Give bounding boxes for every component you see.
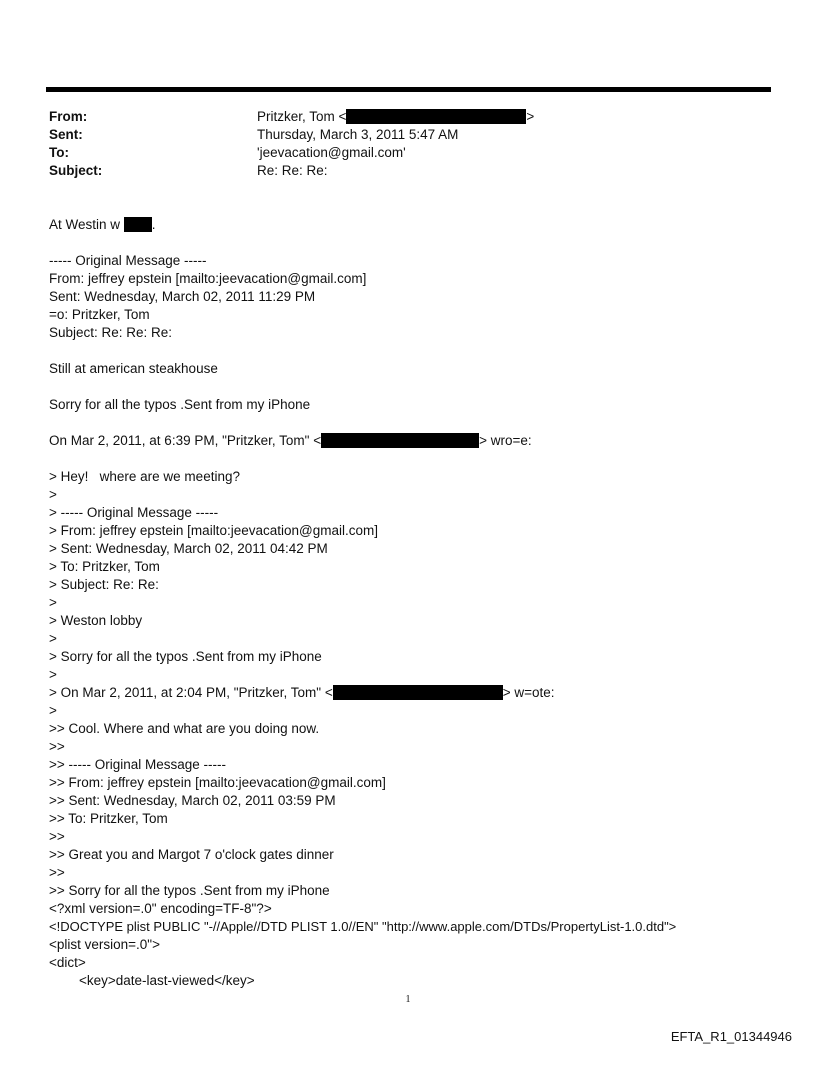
body-line: >> From: jeffrey epstein [mailto:jeevacation@gmail.com]	[49, 775, 386, 790]
body-text: At Westin w	[49, 217, 124, 232]
from-value	[257, 108, 749, 126]
email-body	[49, 216, 789, 990]
body-line: > ----- Original Message -----	[49, 505, 219, 520]
email-header	[49, 108, 749, 180]
from-bracket: >	[526, 109, 535, 124]
bates-number: EFTA_R1_01344946	[670, 1029, 792, 1044]
to-label: To:	[49, 145, 69, 160]
redaction-box	[124, 217, 152, 232]
to-row	[49, 144, 749, 162]
body-line: ----- Original Message -----	[49, 253, 207, 268]
body-line: >> Great you and Margot 7 o'clock gates dinner	[49, 847, 334, 862]
body-line: >> Sorry for all the typos .Sent from my iPhone	[49, 883, 330, 898]
body-line: <?xml version=.0" encoding=TF-8"?>	[49, 901, 272, 916]
body-line: <key>date-last-viewed</key>	[49, 973, 255, 988]
body-line: >	[49, 667, 57, 682]
body-line: >	[49, 703, 57, 718]
body-text: On Mar 2, 2011, at 6:39 PM, "Pritzker, Tom" <	[49, 433, 322, 448]
from-label: From:	[49, 109, 88, 124]
body-line: =o: Pritzker, Tom	[49, 307, 150, 322]
body-line: Subject: Re: Re: Re:	[49, 325, 173, 340]
body-text: > wro=e:	[479, 433, 532, 448]
from-row	[49, 108, 749, 126]
redaction-box	[346, 109, 526, 124]
sent-label: Sent:	[49, 127, 83, 142]
body-text: > On Mar 2, 2011, at 2:04 PM, "Pritzker, Tom" <	[49, 685, 333, 700]
body-line	[49, 216, 789, 234]
body-line: > Hey! where are we meeting?	[49, 469, 240, 484]
body-line: >	[49, 631, 57, 646]
body-line: >> Cool. Where and what are you doing now.	[49, 721, 320, 736]
body-line: Still at american steakhouse	[49, 361, 218, 376]
body-line: >> ----- Original Message -----	[49, 757, 227, 772]
to-value: 'jeevacation@gmail.com'	[257, 145, 406, 160]
page-number: 1	[405, 994, 411, 1005]
blank-line	[49, 342, 789, 360]
body-line: >>	[49, 739, 65, 754]
body-line: >>	[49, 865, 65, 880]
redaction-box	[333, 685, 503, 700]
body-line: Sent: Wednesday, March 02, 2011 11:29 PM	[49, 289, 316, 304]
body-line	[49, 432, 789, 450]
body-line: > From: jeffrey epstein [mailto:jeevacation@gmail.com]	[49, 523, 378, 538]
body-line: Sorry for all the typos .Sent from my iPhone	[49, 397, 311, 412]
sent-row	[49, 126, 749, 144]
sent-value: Thursday, March 3, 2011 5:47 AM	[257, 127, 459, 142]
body-line: >	[49, 487, 57, 502]
from-name: Pritzker, Tom <	[257, 109, 347, 124]
blank-line	[49, 378, 789, 396]
body-line	[49, 684, 789, 702]
body-line: <!DOCTYPE plist PUBLIC "-//Apple//DTD PLIST 1.0//EN" "http://www.apple.com/DTDs/PropertyList-1.0.dtd">	[49, 919, 677, 934]
blank-line	[49, 234, 789, 252]
subject-label: Subject:	[49, 163, 103, 178]
body-text: .	[151, 217, 156, 232]
body-line: >> To: Pritzker, Tom	[49, 811, 168, 826]
body-line: >	[49, 595, 57, 610]
body-line: >>	[49, 829, 65, 844]
body-text: > w=ote:	[502, 685, 555, 700]
header-rule	[46, 87, 771, 92]
blank-line	[49, 450, 789, 468]
body-line: > Sorry for all the typos .Sent from my iPhone	[49, 649, 322, 664]
body-line: > Sent: Wednesday, March 02, 2011 04:42 PM	[49, 541, 328, 556]
body-line: > Weston lobby	[49, 613, 143, 628]
body-line: > Subject: Re: Re:	[49, 577, 159, 592]
subject-value: Re: Re: Re:	[257, 163, 328, 178]
body-line: From: jeffrey epstein [mailto:jeevacation@gmail.com]	[49, 271, 367, 286]
blank-line	[49, 414, 789, 432]
subject-row	[49, 162, 749, 180]
body-line: >> Sent: Wednesday, March 02, 2011 03:59 PM	[49, 793, 336, 808]
body-line: <plist version=.0">	[49, 937, 160, 952]
body-line: <dict>	[49, 955, 86, 970]
redaction-box	[321, 433, 479, 448]
body-line: > To: Pritzker, Tom	[49, 559, 160, 574]
